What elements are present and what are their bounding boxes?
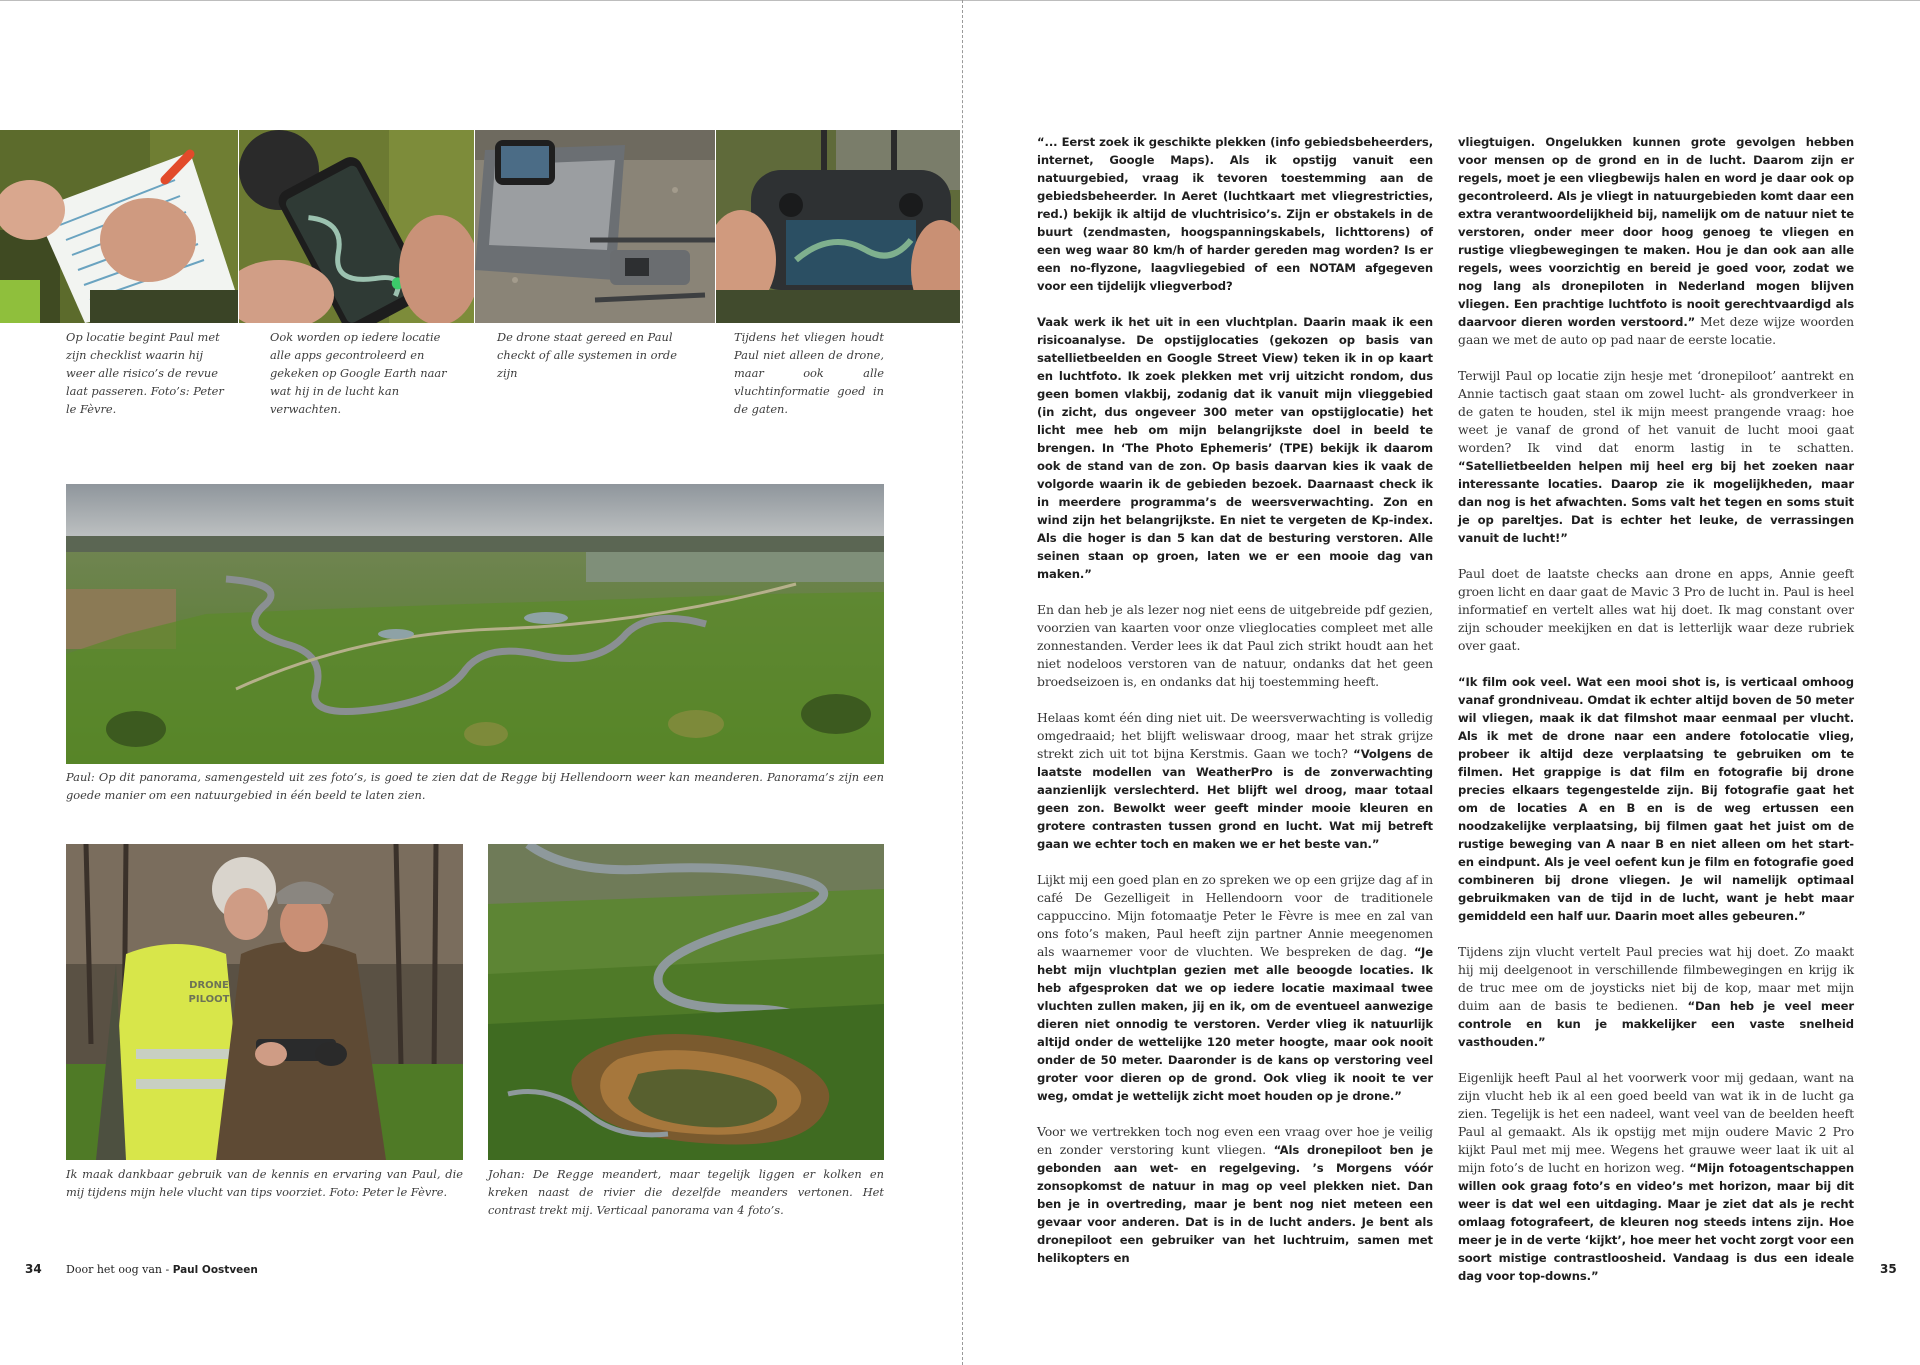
photo-people <box>66 844 463 1160</box>
body-text: Tijdens zijn vlucht vertelt Paul precies wat hij doet. Zo maakt hij mij deelgenoot in verschillende filmbewegingen en krijg ik de truc mee om de joysticks niet bij de kop, maar met mijn duim aan de basis te bedienen. <box>1458 944 1854 1013</box>
running-footer-prefix: Door het oog van - <box>66 1263 173 1276</box>
quote-text: “Ik film ook veel. Wat een mooi shot is, is verticaal omhoog vanaf grondniveau. Omdat ik echter altijd boven de 50 meter wil vliegen, maak ik dat filmshot maar eenmaal per vlucht. Als ik met de drone naar een andere fotolocatie vlieg, probeer ik altijd deze verplaatsing te gebruiken om te filmen. Het grappige is dat film en fotografie bij drone precies elkaars tegengestelde zijn. Bij fotografie gaat het om de locaties A en B en is de weg ertussen een noodzakelijke verplaatsing, bij filmen gaat het juist om de rustige beweging van A naar B en niet alleen om het start- en eindpunt. Als je veel oefent kun je film en fotografie goed combineren bij drone vliegen. Je wil namelijk optimaal gebruikmaken van de tijd in de lucht, want je hebt maar gemiddeld een half uur. Daarin moet alles gebeuren.” <box>1458 675 1854 923</box>
article-column-1 <box>1037 133 1433 1285</box>
quote-text: “Als dronepiloot ben je gebonden aan wet- en regelgeving. ’s Morgens vóór zonsopkomst de natuur in mag op veel plekken niet. Dan ben je in overtreding, maar je bent nog niet meteen een gevaar voor anderen. Dat is in de lucht anders. Je bent als dronepiloot een gebruiker van het luchtruim, samen met helikopters en <box>1037 1143 1434 1265</box>
article-column-2 <box>1458 133 1854 1303</box>
quote-text: Vaak werk ik het uit in een vluchtplan. Daarin maak ik een risicoanalyse. De opstijglocaties (gekozen op basis van satellietbeelden en Google Street View) teken ik in op kaart en luchtfoto. Ik zoek plekken met vrij uitzicht rondom, dus geen bomen vlakbij, zodanig dat ik vanuit mijn vlieggebied (in zicht, dus ongeveer 300 meter van opstijglocatie) het licht mee heb om mijn belangrijkste doel in beeld te brengen. In ‘The Photo Ephemeris’ (TPE) bekijk ik daarom ook de stand van de zon. Op basis daarvan kies ik vaak de volgorde waarin ik de gebieden bezoek. Daarnaast check ik in meerdere programma’s de weersverwachting. Zon en wind zijn het belangrijkste. En niet te vergeten de Kp-index. Als die hoger is dan 5 kan dat de besturing verstoren. Alle seinen staan op groen, laten we er een mooie dag van maken.” <box>1037 315 1433 581</box>
article-paragraph <box>1458 1069 1854 1285</box>
article-paragraph <box>1037 133 1433 295</box>
photo-remote-controller <box>716 130 960 323</box>
body-text: Lijkt mij een goed plan en zo spreken we op een grijze dag af in café De Gezelligeit in Hellendoorn voor de traditionele cappuccino. Mijn fotomaatje Peter le Fèvre is mee en zal van ons foto’s maken, Paul heeft zijn partner Annie meegenomen als waarnemer voor de vluchten. We bespreken de dag. <box>1037 872 1433 959</box>
photo-vertical-panorama <box>488 844 884 1160</box>
photo-phone-app <box>239 130 474 323</box>
caption-drone: De drone staat gereed en Paul checkt of alle systemen in orde zijn <box>497 330 677 380</box>
body-text: Eigenlijk heeft Paul al het voorwerk voor mij gedaan, want na zijn vlucht heb ik al een goed beeld van wat ik in de lucht ga zien. Tegelijk is het een nadeel, want veel van de beelden heeft Paul al gemaakt. Als ik opstijg met mijn oudere Mavic 2 Pro kijkt Paul met mij mee. Wegens het grauwe weer laat ik uit al mijn foto’s de lucht en horizon weg. <box>1458 1070 1854 1175</box>
photo-panorama <box>66 484 884 764</box>
article-paragraph <box>1037 871 1433 1105</box>
quote-text: “Dan heb je veel meer controle en kun je makkelijker een vaste snelheid vasthouden.” <box>1458 999 1854 1049</box>
quote-text: “Mijn fotoagentschappen willen ook graag foto’s en video’s met horizon, maar bij dit weer is dat wel een uitdaging. Maar je ziet dat als je recht omlaag fotografeert, de kleuren nog steeds intens zijn. Hoe meer je in de verte ‘kijkt’, hoe meer het vocht zorgt voor een soort mistige contrastloosheid. Vandaag is dus een ideale dag voor top-downs.” <box>1458 1161 1854 1283</box>
quote-text: “Volgens de laatste modellen van WeatherPro is de zonverwachting aanzienlijk verslechterd. Het blijft wel droog, maar totaal geen zon. Bewolkt weer geeft minder mooie kleuren en grotere contrasten tussen grond en lucht. Wat mij betreft gaan we echter toch en maken we er het beste van.” <box>1037 747 1434 851</box>
body-text: Paul doet de laatste checks aan drone en apps, Annie geeft groen licht en daar gaat de Mavic 3 Pro de lucht in. Paul is heel informatief en vertelt alles wat hij doet. Ik mag constant over zijn schouder meekijken en dat is letterlijk waar deze rubriek over gaat. <box>1458 566 1854 653</box>
caption-apps: Ook worden op iedere locatie alle apps gecontroleerd en gekeken op Google Earth naar wat hij in de lucht kan verwachten. <box>270 330 447 416</box>
page-number-left: 34 <box>25 1262 42 1276</box>
caption-flight: Tijdens het vliegen houdt Paul niet alleen de drone, maar ook alle vluchtinformatie goed in de gaten. <box>734 330 884 416</box>
photo-drone-ready <box>475 130 715 323</box>
caption-checklist: Op locatie begint Paul met zijn checklist waarin hij weer alle risico’s de revue laat passeren. Foto’s: Peter le Fèvre. <box>66 330 224 416</box>
caption-people: Ik maak dankbaar gebruik van de kennis en ervaring van Paul, die mij tijdens mijn hele vlucht van tips voorziet. Foto: Peter le Fèvre. <box>66 1167 463 1199</box>
body-text: En dan heb je als lezer nog niet eens de uitgebreide pdf gezien, voorzien van kaarten voor onze vlieglocaties compleet met alle zonnestanden. Verder lees ik dat Paul zich strikt houdt aan het niet nodeloos verstoren van de natuur, ondanks dat het geen broedseizoen is, en ondanks dat hij toestemming heeft. <box>1037 602 1433 689</box>
page-number-right: 35 <box>1880 1262 1897 1276</box>
article-paragraph <box>1037 709 1433 853</box>
caption-vertical: Johan: De Regge meandert, maar tegelijk liggen er kolken en kreken naast de rivier die dezelfde meanders vertonen. Het contrast trekt mij. Verticaal panorama van 4 foto’s. <box>488 1167 884 1217</box>
article-paragraph <box>1458 673 1854 925</box>
quote-text: vliegtuigen. Ongelukken kunnen grote gevolgen hebben voor mensen op de grond en in de lucht. Daarom zijn er regels, moet je een vliegbewijs halen en word je daar ook op gecontroleerd. Als je vliegt in natuurgebieden komt daar een extra verantwoordelijkheid bij, namelijk om de natuur niet te verstoren, onder meer door hoog genoeg te vliegen en rustige vliegbewegingen te maken. Hou je dan ook aan alle regels, wees voorzichtig en bereid je goed voor, zodat we nog lang als dronepiloten in Nederland mogen blijven vliegen. Een prachtige luchtfoto is nooit gerechtvaardigd als daarvoor dieren worden verstoord.” <box>1458 135 1854 329</box>
vest-lettering: DRONE PILOOT <box>188 980 230 1005</box>
body-text: Helaas komt één ding niet uit. De weersverwachting is volledig omgedraaid; het blijft weliswaar droog, maar het strak grijze strekt zich uit tot bijna Kerstmis. Gaan we toch? <box>1037 710 1433 761</box>
article-paragraph <box>1458 133 1854 349</box>
running-footer-name: Paul Oostveen <box>172 1264 258 1276</box>
top-rule <box>0 0 1920 1</box>
photo-checklist <box>0 130 238 323</box>
article-paragraph <box>1037 313 1433 583</box>
quote-text: “... Eerst zoek ik geschikte plekken (info gebiedsbeheerders, internet, Google Maps). Als ik opstijg vanuit een natuurgebied, vraag ik tevoren toestemming aan de gebiedsbeheerder. In Aeret (luchtkaart met vliegrestricties, red.) bekijk ik altijd de vluchtrisico’s. Zijn er obstakels in de buurt (zendmasten, hoogspanningskabels, lichttorens) of een weg waar 80 km/h of harder gereden mag worden? Is er een no-flyzone, laagvliegebied of een NOTAM afgegeven voor een tijdelijk vliegverbod? <box>1037 135 1433 293</box>
body-text: Terwijl Paul op locatie zijn hesje met ‘dronepiloot’ aantrekt en Annie tactisch gaat staan om zowel lucht- als grondverkeer in de gaten te houden, stel ik mijn meest prangende vraag: hoe weet je vanaf de grond of het vanuit de lucht mooi gaat worden? Ik vind dat enorm lastig in te schatten. <box>1458 368 1854 455</box>
article-paragraph <box>1037 601 1433 691</box>
caption-panorama: Paul: Op dit panorama, samengesteld uit zes foto’s, is goed te zien dat de Regge bij Hellendoorn weer kan meanderen. Panorama’s zijn een goede manier om een natuurgebied in één beeld te laten zien. <box>66 770 884 802</box>
article-paragraph <box>1458 565 1854 655</box>
running-footer <box>66 1263 258 1276</box>
article-paragraph <box>1037 1123 1433 1267</box>
quote-text: “Satellietbeelden helpen mij heel erg bij het zoeken naar interessante locaties. Daarop zie ik mogelijkheden, maar dan nog is het afwachten. Soms valt het tegen en soms stuit je op pareltjes. Dat is echter het leuke, de verrassingen vanuit de lucht!” <box>1458 459 1854 545</box>
body-text: Voor we vertrekken toch nog even een vraag over hoe je veilig en zonder verstoring kunt vliegen. <box>1037 1124 1433 1157</box>
center-fold <box>962 0 963 1365</box>
quote-text: “Je hebt mijn vluchtplan gezien met alle beoogde locaties. Ik heb afgesproken dat we op iedere locatie maximaal twee vluchten zullen maken, jij en ik, om de eventueel aanwezige dieren niet onnodig te verstoren. Verder vlieg ik natuurlijk altijd onder de wettelijke 120 meter hoogte, maar ook nooit onder de 50 meter. Daaronder is de kans op verstoring veel groter voor dieren op de grond. Ook vlieg ik nooit te ver weg, omdat je wettelijk zicht moet houden op je drone.” <box>1037 945 1433 1103</box>
body-text: Met deze wijze woorden gaan we met de auto op pad naar de eerste locatie. <box>1458 314 1854 347</box>
article-paragraph <box>1458 367 1854 547</box>
article-paragraph <box>1458 943 1854 1051</box>
